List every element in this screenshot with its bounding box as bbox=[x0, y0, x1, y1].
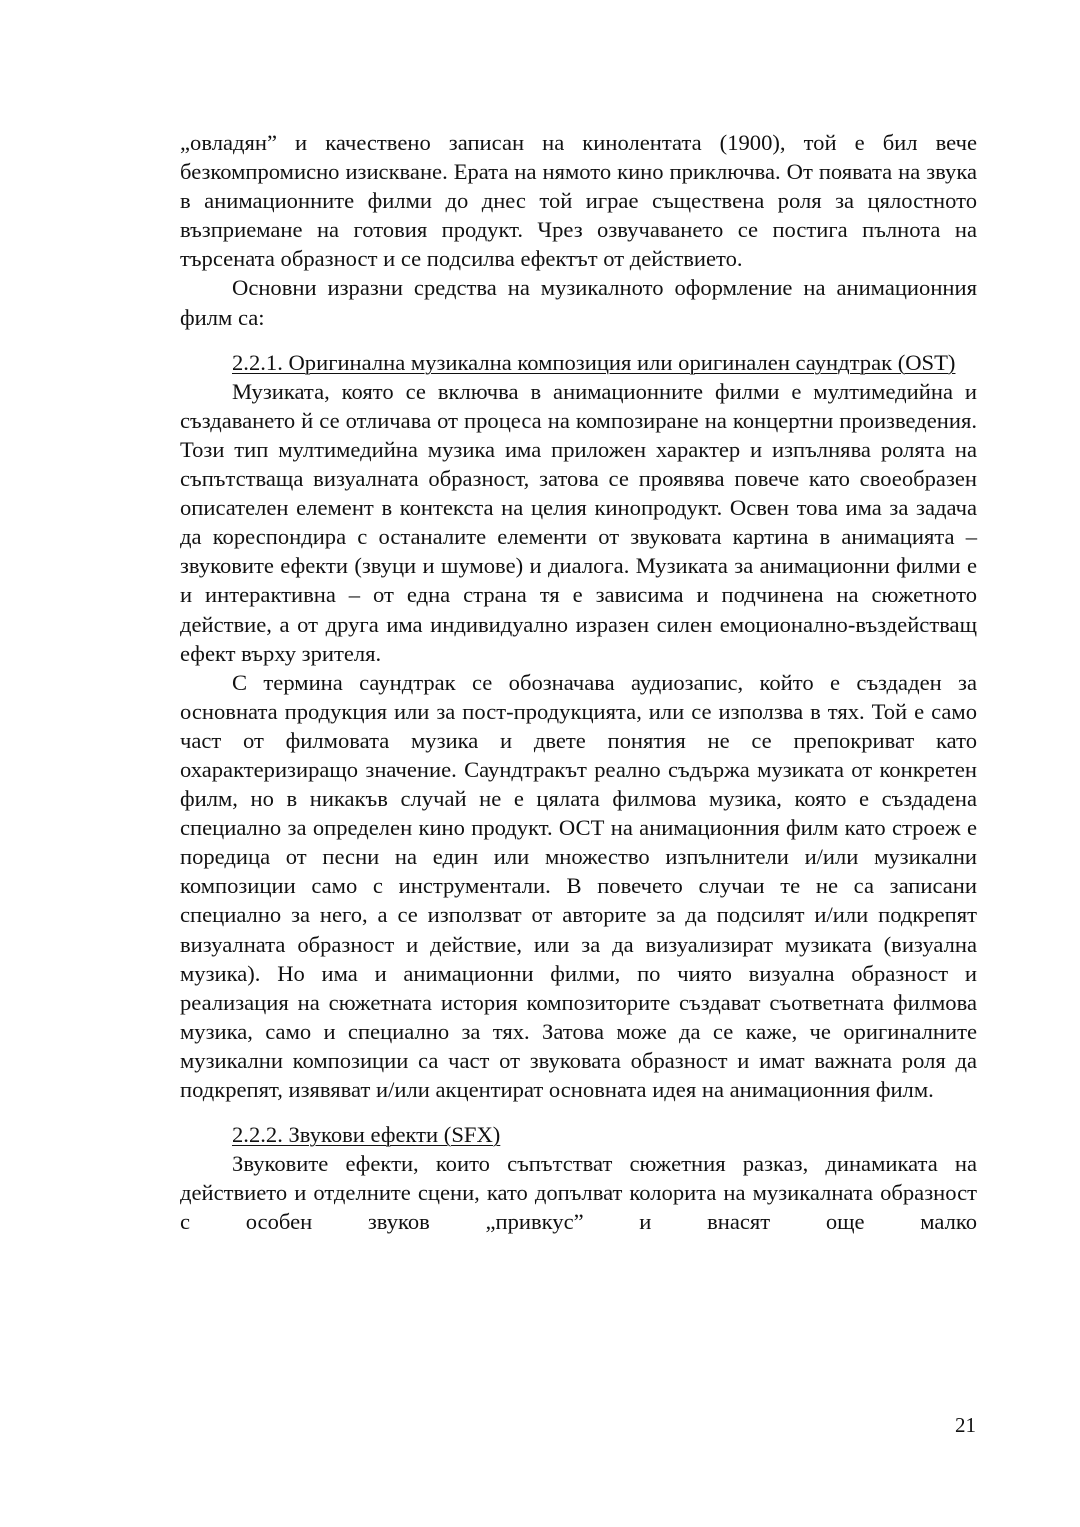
paragraph-ost-soundtrack: С термина саундтрак се обозначава аудиозапис, който е създаден за основната продукция или за пост-продукцията, или се използва в тях. Той е само част от филмовата музика и двете понятия не се препокриват като охарактеризиращо значение. Саундтракът реално съдържа музиката от конкретен филм, но в никакъв случай не е цялата филмова музика, която е създадена специално за определен кино продукт. ОСТ на анимационния филм като строеж е поредица от песни на един или множество изпълнители и/или музикални композиции само с инструментали. В повечето случаи те не са записани специално за него, а се използват от авторите за да подсилят и/или подкрепят визуалната образност и действие, или за да визуализират музиката (визуална музика). Но има и анимационни филми, по чиято визуална образност и реализация на сюжетната история композиторите създават съответната филмова музика, само и специално за тях. Затова може да се каже, че оригиналните музикални композиции са част от звуковата образност и имат важната роля да подкрепят, изявяват и/или акцентират основната идея на анимационния филм. bbox=[180, 669, 977, 1102]
paragraph-intro-means: Основни изразни средства на музикалното оформление на анимационния филм са: bbox=[180, 275, 977, 330]
spacer bbox=[180, 1104, 977, 1120]
section-heading-ost: 2.2.1. Оригинална музикална композиция или оригинален саундтрак (OST) bbox=[232, 349, 956, 375]
paragraph-sfx: Звуковите ефекти, които съпътстват сюжетния разказ, динамиката на действието и отделните сцени, като допълват колорита на музикалната образност с особен звуков „привкус” и внасят още малко bbox=[180, 1151, 977, 1235]
continued-paragraph: „овладян” и качествено записан на кинолентата (1900), той е бил вече безкомпромисно изискване. Ерата на нямото кино приключва. От появата на звука в анимационните филми до днес той играе съществена роля за цялостното възприемане на готовия продукт. Чрез озвучаването се постига пълнота на търсената образност и се подсилва ефектът от действието. bbox=[180, 130, 977, 272]
page-number: 21 bbox=[955, 1413, 976, 1437]
section-heading-sfx: 2.2.2. Звукови ефекти (SFX) bbox=[232, 1122, 501, 1148]
page-content bbox=[180, 128, 977, 1236]
paragraph-ost-music: Музиката, която се включва в анимационните филми е мултимедийна и създаването й се отличава от процеса на композиране на концертни произведения. Този тип мултимедийна музика има приложен характер и изпълнява ролята на съпътстваща визуалната образност, затова се проявява повече като своеобразен описателен елемент в контекста на целия кинопродукт. Освен това има за задача да кореспондира с останалите елементи от звуковата картина в анимацията – звуковите ефекти (звуци и шумове) и диалога. Музиката за анимационни филми е и интерактивна – от една страна тя е зависима и подчинена на сюжетното действие, а от друга има индивидуално изразен силен емоционално-въздействащ ефект върху зрителя. bbox=[180, 378, 977, 666]
spacer bbox=[180, 332, 977, 348]
